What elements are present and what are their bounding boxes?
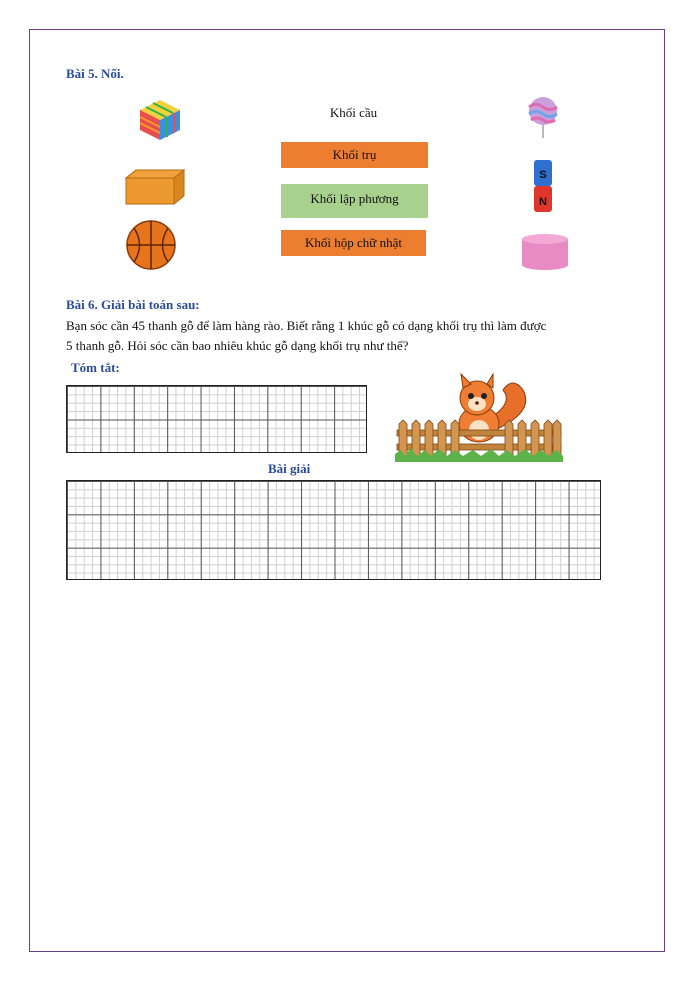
summary-label: Tóm tắt: [71,360,120,375]
label-sphere-text: Khối cầu [329,105,378,120]
label-cube[interactable] [281,184,428,218]
solution-writing-grid[interactable] [66,480,601,580]
label-cuboid-text: Khối hộp chữ nhật [305,235,402,250]
rubik-cube-icon [130,96,186,142]
label-cube-text: Khối lập phương [310,191,399,206]
label-cylinder[interactable] [281,142,428,168]
label-cuboid[interactable] [281,230,426,256]
basketball-icon [125,220,177,270]
exercise-5-title: Bài 5. Nối. [66,66,124,81]
problem-line-1: Bạn sóc cần 45 thanh gỗ để làm hàng rào. Biết rằng 1 khúc gỗ có dạng khối trụ thì làm được [66,318,547,333]
solution-label: Bài giải [268,461,311,476]
label-sphere[interactable] [281,100,426,126]
summary-writing-grid[interactable] [66,385,367,453]
cylinder-icon [520,232,570,272]
exercise-6-title: Bài 6. Giải bài toán sau: [66,297,200,312]
lollipop-icon [524,96,562,138]
rectangular-box-icon [124,168,186,206]
problem-line-2: 5 thanh gỗ. Hỏi sóc cần bao nhiêu khúc gỗ dạng khối trụ như thế? [66,338,409,353]
svg-text:N: N [539,196,547,208]
squirrel-fence-icon [395,372,563,462]
label-cylinder-text: Khối trụ [332,147,377,162]
svg-text:S: S [539,169,547,181]
magnet-icon [532,158,554,214]
